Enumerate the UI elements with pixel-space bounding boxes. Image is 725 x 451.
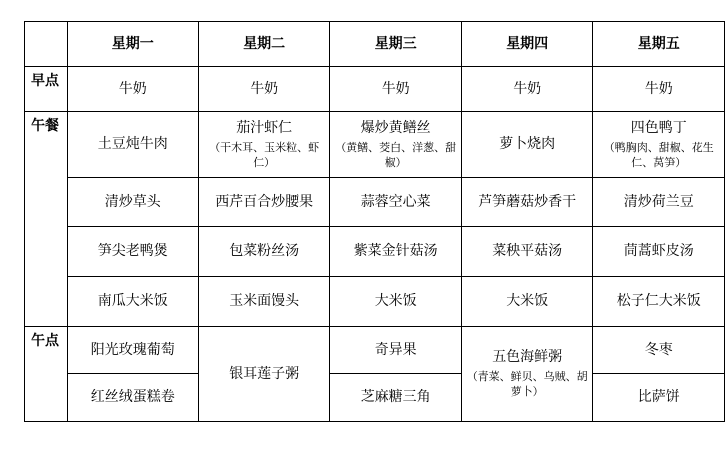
snack-fri-2: 比萨饼 xyxy=(593,374,725,422)
lunch-soup-wed: 紫菜金针菇汤 xyxy=(330,227,462,277)
snack-row-2 xyxy=(25,374,725,422)
dish-name: 爆炒黄鳝丝 xyxy=(360,119,431,136)
breakfast-wed: 牛奶 xyxy=(330,67,462,112)
lunch-veg-wed: 蒜蓉空心菜 xyxy=(330,178,462,227)
lunch-soup-fri: 茼蒿虾皮汤 xyxy=(593,227,725,277)
lunch-veg-mon: 清炒草头 xyxy=(67,178,198,227)
lunch-main-wed xyxy=(330,112,462,178)
dish-name: 四色鸭丁 xyxy=(630,119,687,136)
lunch-staple-thu: 大米饭 xyxy=(461,277,593,327)
day-header-mon: 星期一 xyxy=(67,22,198,67)
corner-cell xyxy=(25,22,68,67)
dish-name: 五色海鲜粥 xyxy=(492,349,563,365)
lunch-staple-mon: 南瓜大米饭 xyxy=(67,277,198,327)
day-header-thu: 星期四 xyxy=(461,22,593,67)
snack-row-1 xyxy=(25,327,725,374)
dish-ingredients: （青菜、鲜贝、乌贼、胡萝卜） xyxy=(466,370,588,398)
lunch-veg-row xyxy=(25,178,725,227)
weekly-menu-table xyxy=(24,21,725,422)
snack-mon-2: 红丝绒蛋糕卷 xyxy=(67,374,198,422)
snack-mon-1: 阳光玫瑰葡萄 xyxy=(67,327,198,374)
breakfast-thu: 牛奶 xyxy=(461,67,593,112)
meal-label-snack: 午点 xyxy=(25,327,68,422)
snack-wed-2: 芝麻糖三角 xyxy=(330,374,462,422)
dish-name: 萝卜烧肉 xyxy=(499,136,556,152)
lunch-staple-fri: 松子仁大米饭 xyxy=(593,277,725,327)
lunch-staple-tue: 玉米面馒头 xyxy=(198,277,330,327)
lunch-soup-row xyxy=(25,227,725,277)
dish-name: 茄汁虾仁 xyxy=(236,119,293,136)
snack-fri-1: 冬枣 xyxy=(593,327,725,374)
lunch-main-tue xyxy=(198,112,330,178)
breakfast-mon: 牛奶 xyxy=(67,67,198,112)
breakfast-row xyxy=(25,67,725,112)
dish-ingredients: （鸭胸肉、甜椒、花生仁、莴笋） xyxy=(603,140,714,169)
lunch-staple-wed: 大米饭 xyxy=(330,277,462,327)
breakfast-tue: 牛奶 xyxy=(198,67,330,112)
lunch-veg-thu: 芦笋蘑菇炒香干 xyxy=(461,178,593,227)
day-header-tue: 星期二 xyxy=(198,22,330,67)
meal-label-lunch: 午餐 xyxy=(25,112,68,327)
dish-name: 土豆炖牛肉 xyxy=(97,136,168,152)
lunch-soup-mon: 笋尖老鸭煲 xyxy=(67,227,198,277)
dish-ingredients: （干木耳、玉米粒、虾仁） xyxy=(209,140,320,169)
lunch-veg-fri: 清炒荷兰豆 xyxy=(593,178,725,227)
dish-ingredients: （黄鳝、茭白、洋葱、甜椒） xyxy=(335,140,457,169)
lunch-soup-tue: 包菜粉丝汤 xyxy=(198,227,330,277)
lunch-soup-thu: 菜秧平菇汤 xyxy=(461,227,593,277)
snack-thu xyxy=(461,327,593,422)
header-row xyxy=(25,22,725,67)
lunch-veg-tue: 西芹百合炒腰果 xyxy=(198,178,330,227)
snack-wed-1: 奇异果 xyxy=(330,327,462,374)
lunch-main-row xyxy=(25,112,725,178)
lunch-main-mon xyxy=(67,112,198,178)
lunch-staple-row xyxy=(25,277,725,327)
meal-label-breakfast: 早点 xyxy=(25,67,68,112)
day-header-wed: 星期三 xyxy=(330,22,462,67)
day-header-fri: 星期五 xyxy=(593,22,725,67)
lunch-main-thu xyxy=(461,112,593,178)
lunch-main-fri xyxy=(593,112,725,178)
breakfast-fri: 牛奶 xyxy=(593,67,725,112)
snack-tue: 银耳莲子粥 xyxy=(198,327,330,422)
